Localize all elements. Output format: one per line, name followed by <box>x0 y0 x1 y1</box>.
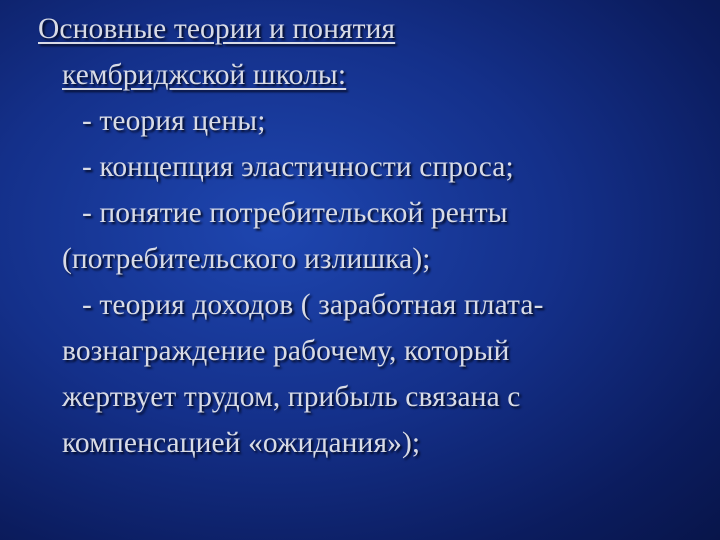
slide-text-block <box>38 6 698 466</box>
item-income-theory-line-1: - теория доходов ( заработная плата- <box>82 289 544 321</box>
title-line-2: кембриджской школы: <box>62 59 347 91</box>
item-income-theory-line-4: компенсацией «ожидания»); <box>62 427 421 459</box>
item-income-theory-line-3: жертвует трудом, прибыль связана с <box>62 381 521 413</box>
item-consumer-surplus-line-1: - понятие потребительской ренты <box>82 197 508 229</box>
item-price-theory: - теория цены; <box>82 105 266 137</box>
item-income-theory-line-2: вознаграждение рабочему, который <box>62 335 510 367</box>
item-consumer-surplus-line-2: (потребительского излишка); <box>62 243 431 275</box>
title-line-1: Основные теории и понятия <box>38 13 396 45</box>
item-elasticity: - концепция эластичности спроса; <box>82 151 514 183</box>
